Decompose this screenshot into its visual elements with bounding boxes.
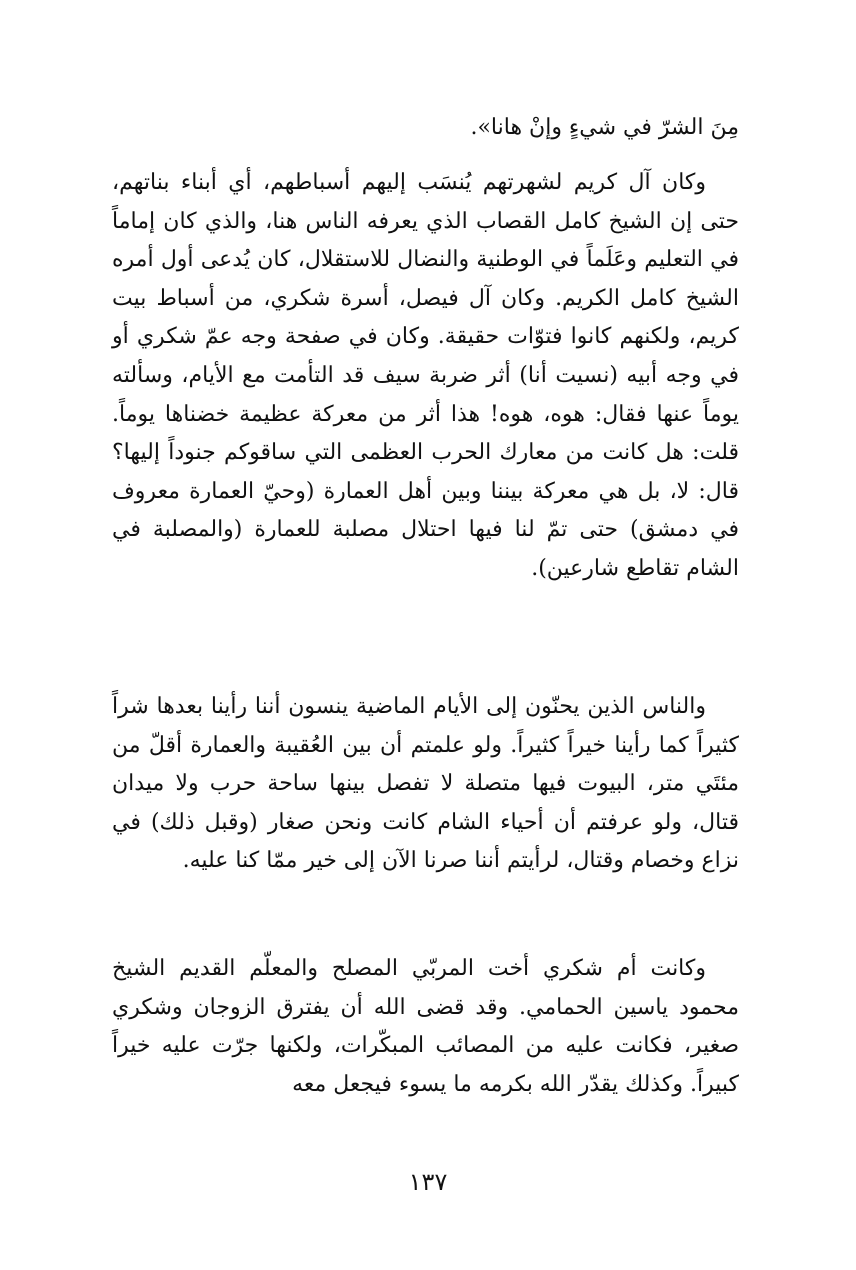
paragraph-old-days: والناس الذين يحنّون إلى الأيام الماضية ينسون أننا رأينا بعدها شراً كثيراً كما رأينا خيراً كثيراً. ولو علمتم أن بين العُقيبة والعمارة أقلّ من مئتَي متر، البيوت فيها متصلة لا تفصل بينها ساحة حرب ولا ميدان قتال، ولو عرفتم أن أحياء الشام كانت ونحن صغار (وقبل ذلك) في نزاع وخصام وقتال، لرأيتم أننا صرنا الآن إلى خير ممّا كنا عليه.	[112, 694, 739, 874]
page-number: ١٣٧	[408, 1168, 448, 1196]
paragraph-al-karim: وكان آل كريم لشهرتهم يُنسَب إليهم أسباطهم، أي أبناء بناتهم، حتى إن الشيخ كامل القصاب الذي يعرفه الناس هنا، والذي كان إماماً في التعليم وعَلَماً في الوطنية والنضال للاستقلال، كان يُدعى أول أمره الشيخ كامل الكريم. وكان آل فيصل، أسرة شكري، من أسباط بيت كريم، ولكنهم كانوا فتوّات حقيقة. وكان في صفحة وجه عمّ شكري أو في وجه أبيه (نسيت أنا) أثر ضربة سيف قد التأمت مع الأيام، وسألته يوماً عنها فقال: هوه، هوه! هذا أثر من معركة عظيمة خضناها يوماً. قلت: هل كانت من معارك الحرب العظمى التي ساقوكم جنوداً إليها؟ قال: لا، بل هي معركة بيننا وبين أهل العمارة (وحيّ العمارة معروف في دمشق) حتى تمّ لنا فيها احتلال مصلبة للعمارة (والمصلبة في الشام تقاطع شارعين).	[112, 170, 739, 581]
paragraph-quote-ending: مِنَ الشرّ في شيءٍ وإنْ هانا».	[470, 115, 739, 140]
paragraph-shukri-mother: وكانت أم شكري أخت المربّي المصلح والمعلّم القديم الشيخ محمود ياسين الحمامي. وقد قضى الله أن يفترق الزوجان وشكري صغير، فكانت عليه من المصائب المبكّرات، ولكنها جرّت عليه خيراً كبيراً. وكذلك يقدّر الله بكرمه ما يسوء فيجعل معه	[112, 956, 739, 1097]
